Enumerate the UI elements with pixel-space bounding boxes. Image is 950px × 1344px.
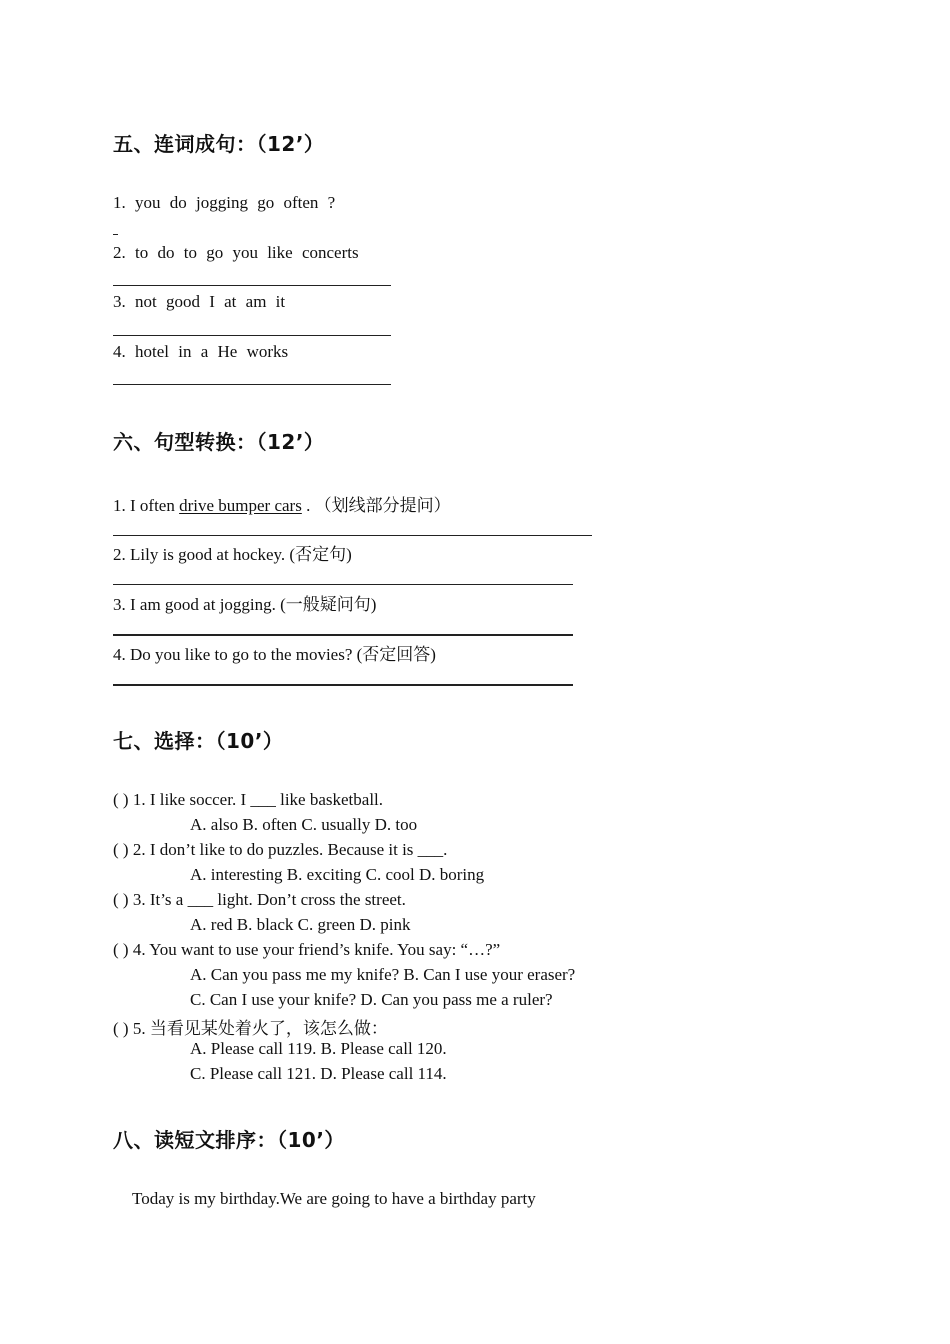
s5-item-3: 3. not good I at am it bbox=[113, 292, 286, 311]
s5-item-4: 4. hotel in a He works bbox=[113, 342, 289, 361]
s6-item-3: 3. I am good at jogging. (一般疑问句) bbox=[113, 595, 377, 614]
s7-options-5a: A. Please call 119. B. Please call 120. bbox=[190, 1039, 447, 1058]
s6-item-4: 4. Do you like to go to the movies? (否定回答) bbox=[113, 645, 436, 664]
s5-answer-line-4 bbox=[113, 384, 391, 385]
s6-answer-line-4 bbox=[113, 684, 573, 686]
s5-answer-line-3 bbox=[113, 335, 391, 336]
s5-item-1: 1. you do jogging go often ? bbox=[113, 193, 336, 212]
s7-question-5: ( ) 5. 当看见某处着火了，该怎么做： bbox=[113, 1019, 388, 1038]
s7-question-2: ( ) 2. I don’t like to do puzzles. Because it is ___. bbox=[113, 840, 448, 859]
s7-question-4: ( ) 4. You want to use your friend’s knife. You say: “…?” bbox=[113, 940, 501, 959]
s7-options-5b: C. Please call 121. D. Please call 114. bbox=[190, 1064, 447, 1083]
s6-item-1-suffix: . （划线部分提问） bbox=[301, 496, 451, 515]
s7-question-1: ( ) 1. I like soccer. I ___ like basketball. bbox=[113, 790, 384, 809]
s6-item-1-underlined: drive bumper cars bbox=[179, 496, 302, 515]
s6-item-1 bbox=[113, 491, 451, 516]
s8-passage-text: Today is my birthday.We are going to have a birthday party bbox=[132, 1189, 536, 1208]
s6-answer-line-2 bbox=[113, 584, 573, 585]
s7-options-4a: A. Can you pass me my knife? B. Can I use your eraser? bbox=[190, 965, 576, 984]
s5-answer-line-2 bbox=[113, 285, 391, 286]
section-6-title: 六、句型转换：（12’） bbox=[113, 430, 325, 454]
s7-options-3: A. red B. black C. green D. pink bbox=[190, 915, 411, 934]
s6-item-1-prefix: 1. I often bbox=[113, 496, 180, 515]
s6-answer-line-3 bbox=[113, 634, 573, 636]
section-8-title: 八、读短文排序：（10’） bbox=[113, 1128, 345, 1152]
s5-item-2: 2. to do to go you like concerts bbox=[113, 243, 359, 262]
s7-question-3: ( ) 3. It’s a ___ light. Don’t cross the street. bbox=[113, 890, 406, 909]
s5-answer-line-1 bbox=[113, 234, 118, 235]
s7-options-4b: C. Can I use your knife? D. Can you pass me a ruler? bbox=[190, 990, 553, 1009]
s7-options-1: A. also B. often C. usually D. too bbox=[190, 815, 418, 834]
s6-item-2: 2. Lily is good at hockey. (否定句) bbox=[113, 545, 352, 564]
section-5-title: 五、连词成句：（12’） bbox=[113, 132, 325, 156]
s6-answer-line-1 bbox=[113, 535, 592, 536]
s7-options-2: A. interesting B. exciting C. cool D. boring bbox=[190, 865, 485, 884]
section-7-title: 七、选择：（10’） bbox=[113, 729, 284, 753]
